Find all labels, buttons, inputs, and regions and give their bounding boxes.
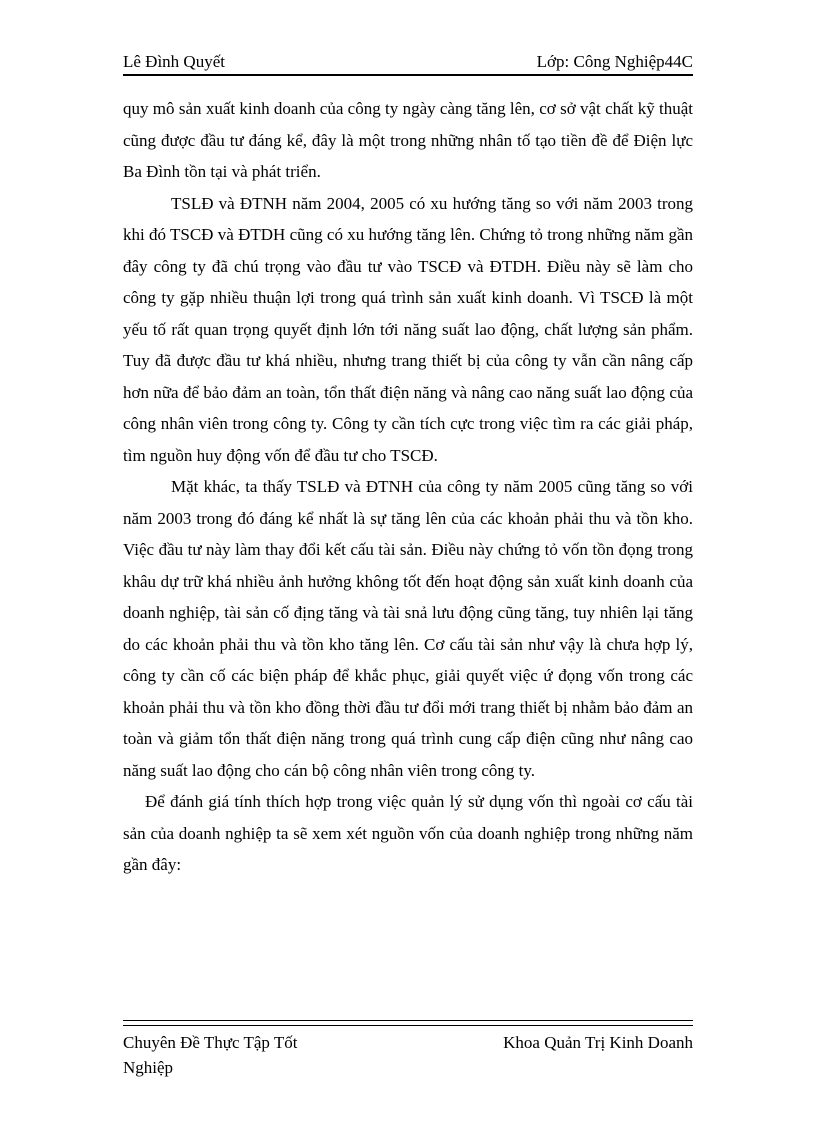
- footer-divider: [123, 1020, 693, 1026]
- footer-left: Chuyên Đề Thực Tập Tốt Nghiệp: [123, 1033, 298, 1077]
- paragraph-4: Để đánh giá tính thích hợp trong việc quản lý sử dụng vốn thì ngoài cơ cấu tài sản của doanh nghiệp ta sẽ xem xét nguồn vốn của doanh nghiệp trong những năm gần đây:: [123, 792, 693, 874]
- paragraph-1: quy mô sản xuất kinh doanh của công ty ngày càng tăng lên, cơ sở vật chất kỹ thuật cũng được đầu tư đáng kể, đây là một trong những nhân tố tạo tiền đề để Điện lực Ba Đình tồn tại và phát triển.: [123, 99, 693, 181]
- header-class: Lớp: Công Nghiệp44C: [536, 52, 693, 71]
- body-text: [123, 93, 693, 881]
- paragraph-2: TSLĐ và ĐTNH năm 2004, 2005 có xu hướng tăng so với năm 2003 trong khi đó TSCĐ và ĐTDH cũng có xu hướng tăng lên. Chứng tỏ trong những năm gần đây công ty đã chú trọng vào đầu tư vào TSCĐ và ĐTDH. Điều này sẽ làm cho công ty gặp nhiều thuận lợi trong quá trình sản xuất kinh doanh. Vì TSCĐ là một yếu tố rất quan trọng quyết định lớn tới năng suất lao động, chất lượng sản phẩm. Tuy đã được đầu tư khá nhiều, nhưng trang thiết bị của công ty vẫn cần nâng cấp hơn nữa để bảo đảm an toàn, tổn thất điện năng và nâng cao năng suất lao động của công nhân viên trong công ty. Công ty cần tích cực trong việc tìm ra các giải pháp, tìm nguồn huy động vốn để đầu tư cho TSCĐ.: [123, 193, 693, 465]
- header-author: Lê Đình Quyết: [123, 52, 225, 71]
- footer-right: Khoa Quản Trị Kinh Doanh: [503, 1033, 693, 1052]
- paragraph-3: Mặt khác, ta thấy TSLĐ và ĐTNH của công ty năm 2005 cũng tăng so với năm 2003 trong đó đáng kể nhất là sự tăng lên của các khoản phải thu và tồn kho. Việc đầu tư này làm thay đổi kết cấu tài sản. Điều này chứng tỏ vốn tồn đọng trong khâu dự trữ khá nhiều ảnh hưởng không tốt đến hoạt động sản xuất kinh doanh của doanh nghiệp, tài sản cố địng tăng và tài snả lưu động cũng tăng, tuy nhiên lại tăng do các khoản phải thu và tồn kho tăng lên. Cơ cấu tài sản như vậy là chưa hợp lý, công ty cần cố các biện pháp để khắc phục, giải quyết việc ứ đọng vốn trong các khoản phải thu và tồn kho đồng thời đầu tư đổi mới trang thiết bị nhằm bảo đảm an toàn và giảm tổn thất điện năng trong quá trình cung cấp điện cũng như nâng cao năng suất lao động cho cán bộ công nhân viên trong công ty.: [123, 477, 693, 780]
- page-header: [123, 50, 693, 76]
